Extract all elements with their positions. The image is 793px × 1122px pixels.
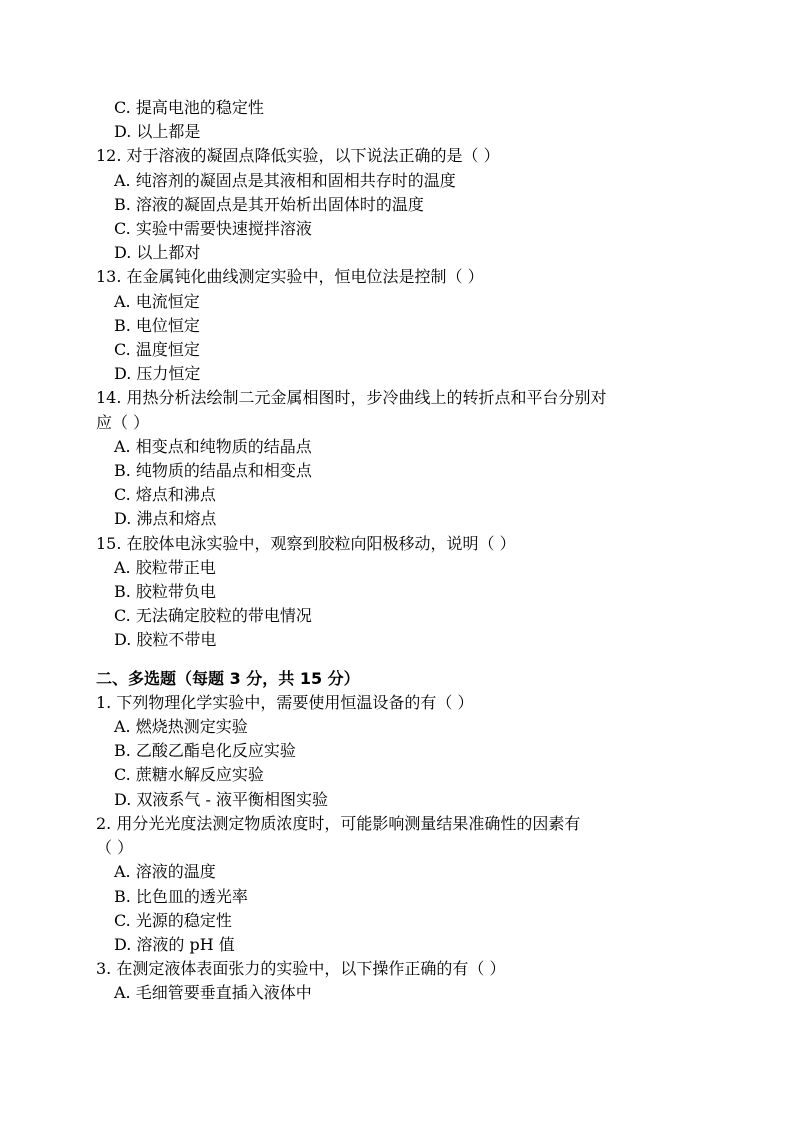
option-d: D. 以上都对: [114, 243, 201, 263]
option-q11-c: C. 提高电池的稳定性: [114, 98, 264, 117]
question-stem: 12. 对于溶液的凝固点降低实验，以下说法正确的是（ ）: [96, 146, 500, 166]
multi-question-1: [96, 691, 700, 812]
option-a: A. 胶粒带正电: [114, 557, 216, 577]
question-stem: 15. 在胶体电泳实验中，观察到胶粒向阳极移动，说明（ ）: [96, 533, 516, 553]
question-13: [96, 265, 700, 386]
option-a: A. 纯溶剂的凝固点是其液相和固相共存时的温度: [114, 170, 456, 190]
question-15: [96, 532, 700, 653]
section-heading-multi-choice: 二、多选题（每题 3 分，共 15 分）: [96, 668, 360, 688]
question-14: [96, 386, 700, 531]
option-b: B. 乙酸乙酯皂化反应实验: [114, 741, 296, 761]
option-d: D. 压力恒定: [114, 364, 201, 384]
page-content: [96, 96, 700, 1006]
option-c: C. 蔗糖水解反应实验: [114, 765, 264, 785]
option-c: C. 实验中需要快速搅拌溶液: [114, 219, 312, 239]
option-a: A. 相变点和纯物质的结晶点: [114, 436, 312, 456]
question-stem-line-2: （ ）: [96, 838, 134, 858]
option-b: B. 胶粒带负电: [114, 582, 216, 602]
option-a: A. 电流恒定: [114, 291, 200, 311]
question-12: [96, 144, 700, 265]
option-d: D. 溶液的 pH 值: [114, 934, 235, 954]
multi-question-3: [96, 957, 700, 1005]
question-stem: 3. 在测定液体表面张力的实验中，以下操作正确的有（ ）: [96, 959, 506, 979]
option-d: D. 沸点和熔点: [114, 509, 217, 529]
option-b: B. 纯物质的结晶点和相变点: [114, 461, 312, 481]
option-b: B. 电位恒定: [114, 315, 200, 335]
question-stem-line-1: 14. 用热分析法绘制二元金属相图时，步冷曲线上的转折点和平台分别对: [96, 388, 607, 408]
option-c: C. 熔点和沸点: [114, 485, 216, 505]
option-b: B. 比色皿的透光率: [114, 886, 248, 906]
option-c: C. 光源的稳定性: [114, 910, 232, 930]
option-a: A. 燃烧热测定实验: [114, 717, 248, 737]
question-stem: 1. 下列物理化学实验中，需要使用恒温设备的有（ ）: [96, 692, 474, 712]
multi-question-2: [96, 812, 700, 957]
option-d: D. 胶粒不带电: [114, 630, 217, 650]
option-a: A. 溶液的温度: [114, 862, 216, 882]
option-b: B. 溶液的凝固点是其开始析出固体时的温度: [114, 194, 424, 214]
option-c: C. 无法确定胶粒的带电情况: [114, 606, 312, 626]
question-stem: 13. 在金属钝化曲线测定实验中，恒电位法是控制（ ）: [96, 267, 484, 287]
option-q11-d: D. 以上都是: [114, 122, 201, 142]
question-stem-line-2: 应（ ）: [96, 412, 150, 432]
question-stem-line-1: 2. 用分光光度法测定物质浓度时，可能影响测量结果准确性的因素有: [96, 813, 581, 833]
option-d: D. 双液系气 - 液平衡相图实验: [114, 789, 329, 809]
option-a: A. 毛细管要垂直插入液体中: [114, 983, 312, 1003]
option-c: C. 温度恒定: [114, 340, 200, 360]
